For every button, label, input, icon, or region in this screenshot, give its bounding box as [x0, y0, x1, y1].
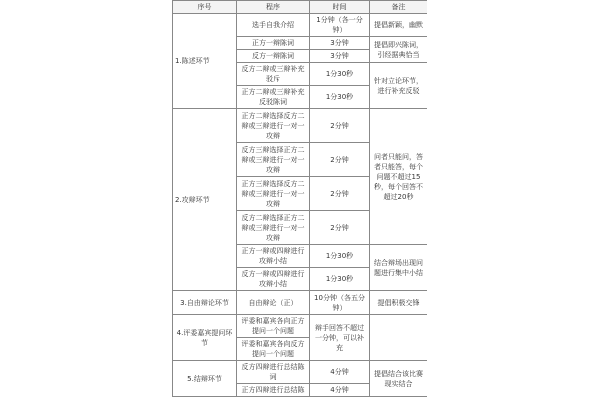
program-cell: 自由辩论（正） — [237, 291, 310, 315]
time-cell: 4分钟 — [310, 384, 370, 397]
time-cell: 4分钟 — [310, 361, 370, 384]
header-seq: 序号 — [173, 1, 237, 14]
stage-cell: 5.结辩环节 — [173, 361, 237, 397]
stage-cell: 3.自由辩论环节 — [173, 291, 237, 315]
time-cell: 1分钟（各一分钟） — [310, 14, 370, 37]
time-cell: 1分30秒 — [310, 86, 370, 109]
program-cell: 评委和嘉宾各向正方提问一个问题 — [237, 315, 310, 338]
note-cell: 提倡积极交锋 — [370, 291, 428, 315]
program-cell: 正方二辩或三辩补充反驳陈词 — [237, 86, 310, 109]
program-cell: 正方一辩陈词 — [237, 37, 310, 50]
program-cell: 正方四辩进行总结陈 — [237, 384, 310, 397]
program-cell: 选手自我介绍 — [237, 14, 310, 37]
note-cell: 结合辩场出现问题进行集中小结 — [370, 245, 428, 291]
note-cell — [370, 315, 428, 361]
note-cell: 针对立论环节，进行补充反驳 — [370, 63, 428, 109]
time-cell: 1分30秒 — [310, 245, 370, 268]
table-row — [173, 315, 428, 338]
time-cell: 辩手回答不超过一分钟，可以补充 — [310, 315, 370, 361]
program-cell: 反方二辩或三辩补充驳斥 — [237, 63, 310, 86]
time-cell: 2分钟 — [310, 143, 370, 177]
stage-cell: 2.攻辩环节 — [173, 109, 237, 291]
header-note: 备注 — [370, 1, 428, 14]
header-program: 程序 — [237, 1, 310, 14]
debate-procedure-table — [172, 0, 427, 397]
program-cell: 评委和嘉宾各向反方提问一个问题 — [237, 338, 310, 361]
table-row — [173, 361, 428, 384]
header-time: 时间 — [310, 1, 370, 14]
time-cell: 1分30秒 — [310, 268, 370, 291]
program-cell: 反方四辩进行总结陈词 — [237, 361, 310, 384]
program-cell: 正方二辩选择反方二辩或三辩进行一对一攻辩 — [237, 109, 310, 143]
table-row — [173, 14, 428, 37]
time-cell: 3分钟 — [310, 50, 370, 63]
stage-cell: 1.陈述环节 — [173, 14, 237, 109]
program-cell: 反方一辩或四辩进行攻辩小结 — [237, 268, 310, 291]
note-cell: 问者只能问，答者只能答，每个问题不超过15秒，每个回答不超过20秒 — [370, 109, 428, 245]
program-cell: 正方一辩或四辩进行攻辩小结 — [237, 245, 310, 268]
header-row — [173, 1, 428, 14]
program-cell: 反方三辩选择正方二辩或三辩进行一对一攻辩 — [237, 143, 310, 177]
note-cell: 提倡即兴陈词，引经据典恰当 — [370, 37, 428, 63]
stage-cell: 4.评委嘉宾提问环节 — [173, 315, 237, 361]
program-cell: 反方一辩陈词 — [237, 50, 310, 63]
document-page — [172, 0, 427, 400]
program-cell: 正方三辩选择反方二辩或三辩进行一对一攻辩 — [237, 177, 310, 211]
time-cell: 2分钟 — [310, 177, 370, 211]
table-row — [173, 109, 428, 143]
time-cell: 3分钟 — [310, 37, 370, 50]
program-cell: 反方二辩选择正方二辩或三辩进行一对一攻辩 — [237, 211, 310, 245]
time-cell: 1分30秒 — [310, 63, 370, 86]
note-cell: 提倡结合该比赛现实结合 — [370, 361, 428, 397]
time-cell: 2分钟 — [310, 211, 370, 245]
time-cell: 2分钟 — [310, 109, 370, 143]
table-row — [173, 291, 428, 315]
note-cell: 提倡新颖，幽默 — [370, 14, 428, 37]
time-cell: 10分钟（各五分钟） — [310, 291, 370, 315]
